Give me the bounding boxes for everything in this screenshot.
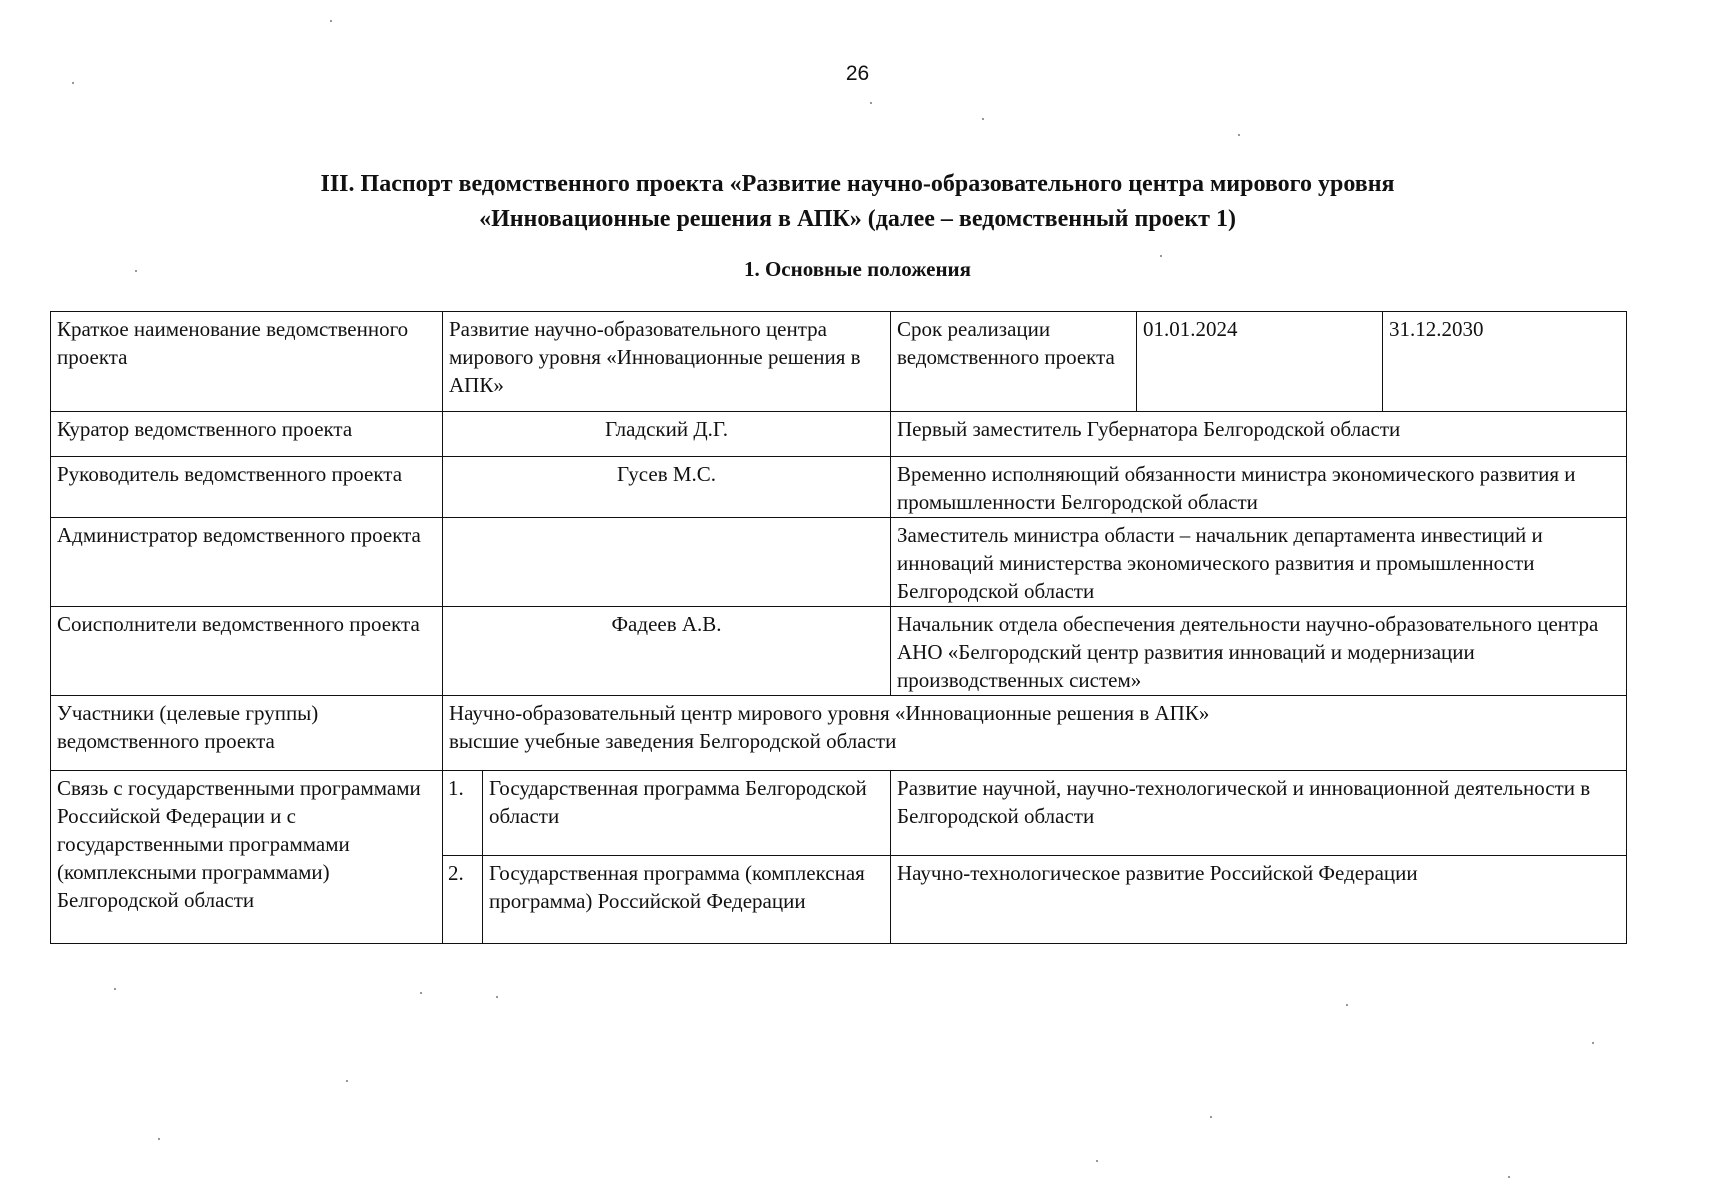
program-1-type: Государственная программа Белгородской области	[483, 771, 891, 856]
page-number: 26	[845, 62, 870, 85]
curator-name: Гладский Д.Г.	[443, 412, 891, 457]
scan-speck	[870, 102, 872, 104]
co-executors-name: Фадеев А.В.	[443, 607, 891, 696]
project-passport-table	[50, 311, 1627, 944]
co-executors-label: Соисполнители ведомственного проекта	[51, 607, 443, 696]
head-name: Гусев М.С.	[443, 457, 891, 518]
head-label: Руководитель ведомственного проекта	[51, 457, 443, 518]
participants-value	[443, 696, 1627, 771]
document-title	[100, 167, 1615, 237]
scan-speck	[346, 1080, 348, 1082]
scan-speck	[496, 996, 498, 998]
scan-speck	[1160, 255, 1162, 257]
co-executors-position: Начальник отдела обеспечения деятельности научно-образовательного центра АНО «Белгородский центр развития инноваций и модернизации производственных систем»	[891, 607, 1627, 696]
participants-line-1: Научно-образовательный центр мирового уровня «Инновационные решения в АПК»	[449, 701, 1210, 725]
scan-speck	[114, 988, 116, 990]
scan-speck	[135, 270, 137, 272]
program-2-number: 2.	[443, 856, 483, 944]
scan-speck	[72, 82, 74, 84]
administrator-label: Администратор ведомственного проекта	[51, 518, 443, 607]
table-row-head	[51, 457, 1627, 518]
participants-label: Участники (целевые группы) ведомственного проекта	[51, 696, 443, 771]
section-heading: 1. Основные положения	[743, 257, 972, 281]
scan-speck	[1238, 134, 1240, 136]
end-date: 31.12.2030	[1383, 312, 1627, 412]
scan-speck	[1346, 1004, 1348, 1006]
start-date: 01.01.2024	[1137, 312, 1383, 412]
table-row-administrator	[51, 518, 1627, 607]
scan-speck	[1210, 1116, 1212, 1118]
programs-label: Связь с государственными программами Российской Федерации и с государственными программами (комплексными программами) Белгородской области	[51, 771, 443, 944]
scan-speck	[1508, 1176, 1510, 1178]
document-title-line-2: «Инновационные решения в АПК» (далее – ведомственный проект 1)	[479, 206, 1236, 232]
short-name-label: Краткое наименование ведомственного проекта	[51, 312, 443, 412]
document-title-line-1: III. Паспорт ведомственного проекта «Развитие научно-образовательного центра мирового уровня	[320, 171, 1395, 197]
head-position: Временно исполняющий обязанности министра экономического развития и промышленности Белгородской области	[891, 457, 1627, 518]
program-2-name: Научно-технологическое развитие Российской Федерации	[891, 856, 1627, 944]
scan-speck	[1096, 1160, 1098, 1162]
program-1-number: 1.	[443, 771, 483, 856]
program-2-type: Государственная программа (комплексная программа) Российской Федерации	[483, 856, 891, 944]
scan-speck	[330, 20, 332, 22]
scan-speck	[158, 1138, 160, 1140]
term-label: Срок реализации ведомственного проекта	[891, 312, 1137, 412]
program-1-name: Развитие научной, научно-технологической и инновационной деятельности в Белгородской области	[891, 771, 1627, 856]
administrator-position: Заместитель министра области – начальник департамента инвестиций и инноваций министерства экономического развития и промышленности Белгородской области	[891, 518, 1627, 607]
table-row-program-1	[51, 771, 1627, 856]
scan-speck	[1592, 1042, 1594, 1044]
table-row-curator	[51, 412, 1627, 457]
curator-position: Первый заместитель Губернатора Белгородской области	[891, 412, 1627, 457]
table-row-participants	[51, 696, 1627, 771]
table-row-co-executors	[51, 607, 1627, 696]
scan-speck	[982, 118, 984, 120]
curator-label: Куратор ведомственного проекта	[51, 412, 443, 457]
participants-line-2: высшие учебные заведения Белгородской области	[449, 729, 897, 753]
short-name-value: Развитие научно-образовательного центра мирового уровня «Инновационные решения в АПК»	[443, 312, 891, 412]
table-row-short-name	[51, 312, 1627, 412]
administrator-name	[443, 518, 891, 607]
scan-speck	[420, 992, 422, 994]
